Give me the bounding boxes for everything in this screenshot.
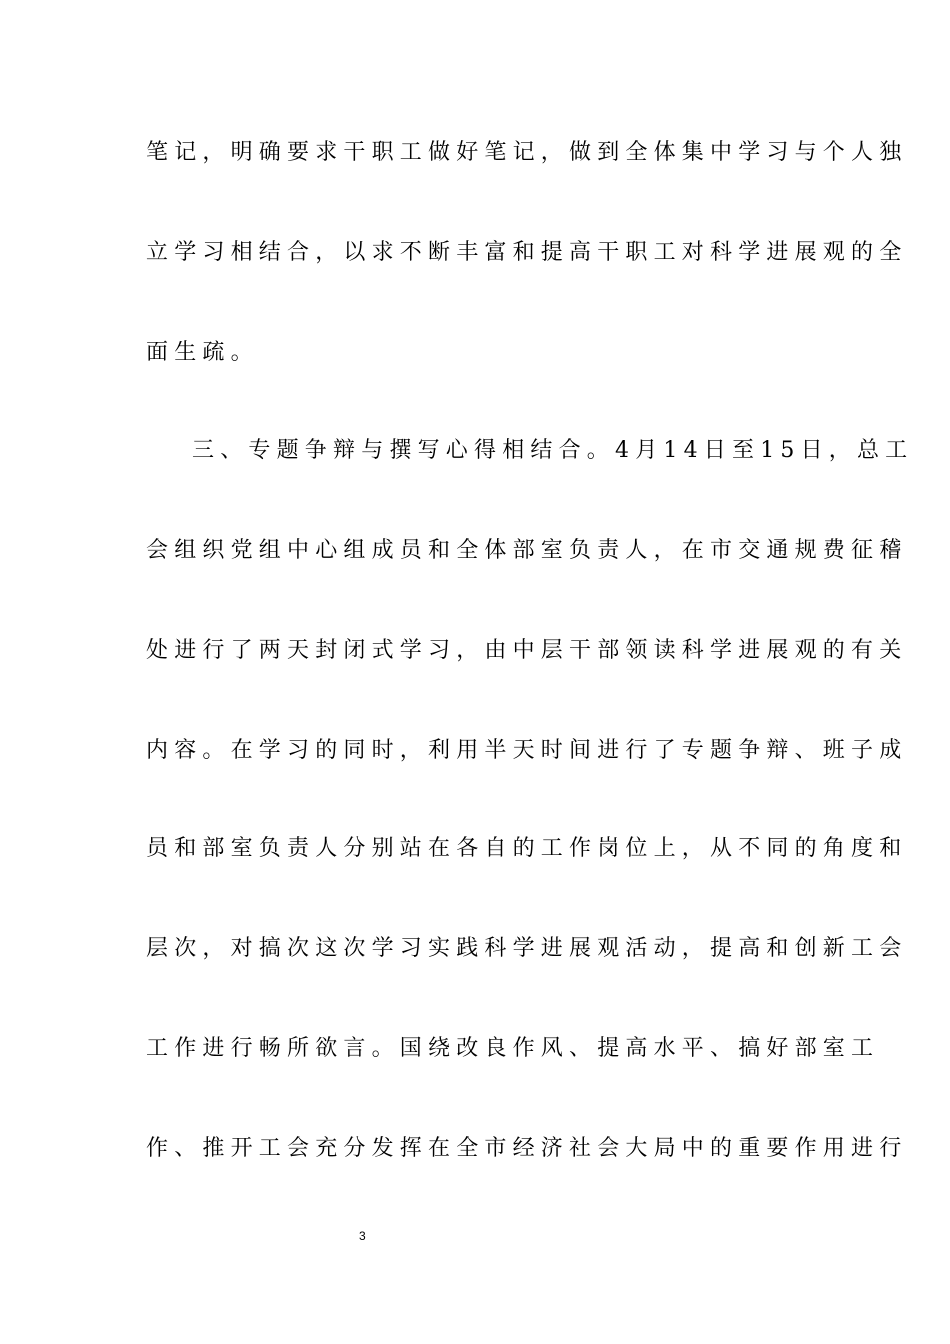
text-line-3: 面生疏。 [146,340,259,365]
text-line-9: 层次，对搞次这次学习实践科学进展观活动，提高和创新工会 [146,936,908,961]
page-number: 3 [359,1229,366,1243]
text-line-1: 笔记，明确要求干职工做好笔记，做到全体集中学习与个人独 [146,140,908,165]
text-line-11: 作、推开工会充分发挥在全市经济社会大局中的重要作用进行 [146,1136,908,1161]
text-line-10: 工作进行畅所欲言。国绕改良作风、提高水平、搞好部室工 [146,1036,880,1061]
text-line-2: 立学习相结合，以求不断丰富和提高干职工对科学进展观的全 [146,240,908,265]
text-line-6: 处进行了两天封闭式学习，由中层干部领读科学进展观的有关 [146,638,908,663]
text-line-7: 内容。在学习的同时，利用半天时间进行了专题争辩、班子成 [146,738,908,763]
text-line-8: 员和部室负责人分别站在各自的工作岗位上，从不同的角度和 [146,836,908,861]
text-line-4: 三、专题争辩与撰写心得相结合。4月14日至15日，总工 [192,438,914,463]
text-line-5: 会组织党组中心组成员和全体部室负责人，在市交通规费征稽 [146,538,908,563]
